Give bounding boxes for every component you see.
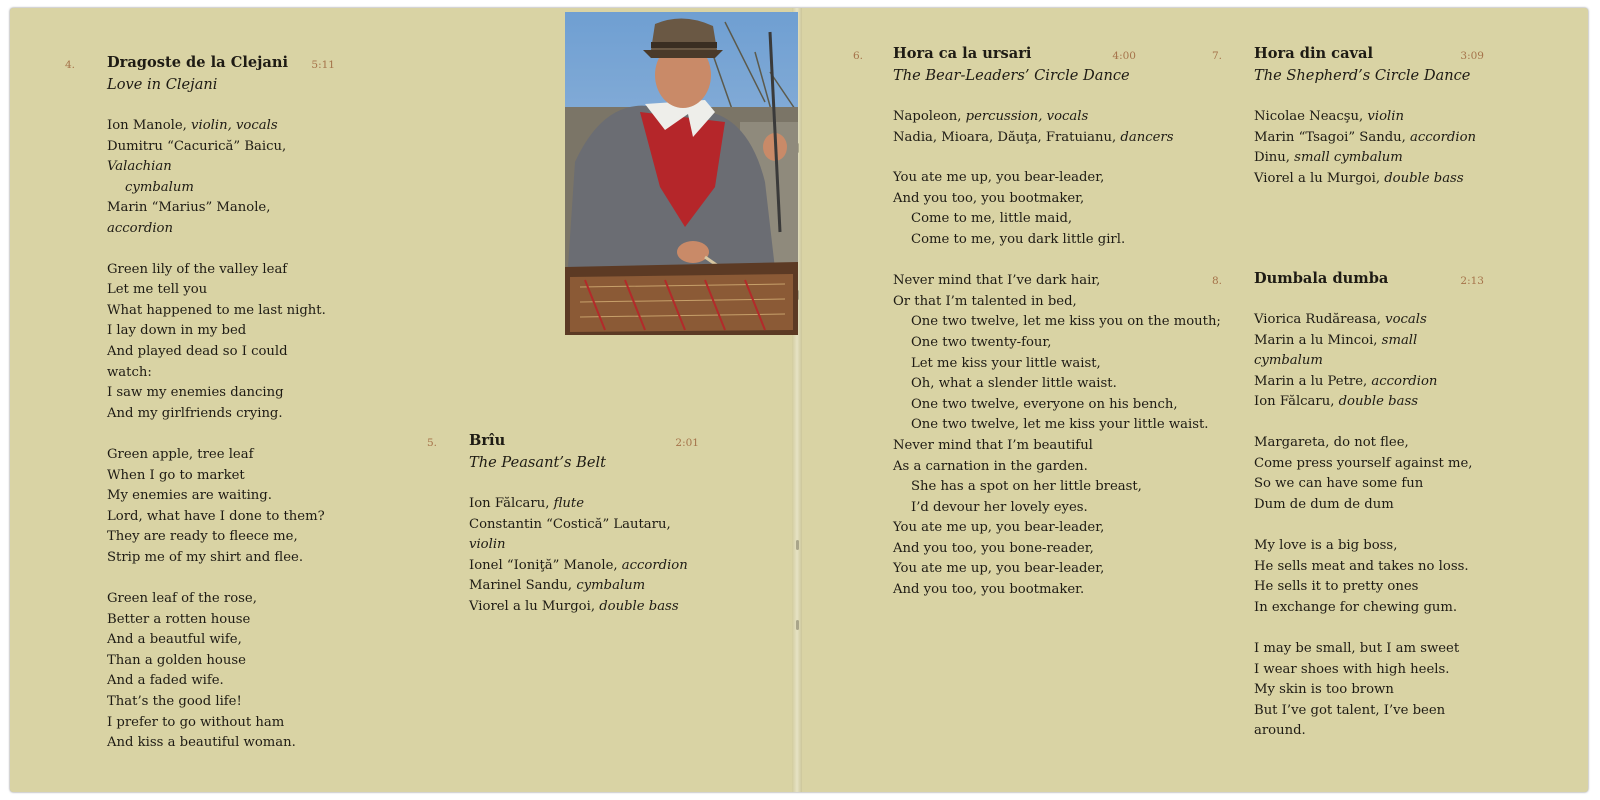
musician-photo	[565, 12, 798, 335]
lyric-line: And you too, you bone-reader,	[893, 540, 1094, 556]
lyric-line: One two twelve, let me kiss you on the mouth;	[911, 314, 1221, 330]
musician-name: Marin a lu Mincoi,	[1254, 332, 1382, 348]
musician-name: Constantin “Costică” Lautaru,	[469, 516, 671, 532]
lyric-line: Green apple, tree leaf	[107, 446, 254, 462]
musician-role: Valachian	[107, 159, 172, 175]
musician-name: Viorel a lu Murgoi,	[1254, 170, 1385, 186]
lyric-line: Than a golden house	[107, 652, 246, 668]
musician-role: double bass	[599, 598, 679, 614]
track-8	[1212, 268, 1484, 762]
lyric-line: Come to me, you dark little girl.	[911, 231, 1126, 247]
credit-line	[469, 576, 699, 597]
lyric-line: Lord, what have I done to them?	[107, 508, 325, 524]
stanza	[107, 589, 335, 754]
musician-role: violin, vocals	[191, 118, 278, 133]
lyric-line: I saw my enemies dancing	[107, 385, 284, 401]
track-7	[1212, 43, 1484, 189]
track-duration: 5:11	[311, 59, 335, 71]
credit-line	[1254, 169, 1484, 190]
musician-name: Marin “Tsagoi” Sandu,	[1254, 129, 1411, 145]
lyric-line: They are ready to fleece me,	[107, 529, 298, 545]
lyric-line: My enemies are waiting.	[107, 488, 272, 504]
stanza	[107, 445, 335, 569]
lyric-line: My love is a big boss,	[1254, 537, 1398, 553]
track-6	[853, 43, 1221, 621]
lyric-line: And played dead so I could watch:	[107, 343, 288, 380]
lyric-line: And you too, you bootmaker.	[893, 582, 1085, 598]
lyric-line: Better a rotten house	[107, 611, 251, 627]
lyric-line: One two twelve, let me kiss your little waist.	[911, 417, 1209, 433]
lyric-line: And you too, you bootmaker,	[893, 190, 1085, 206]
musician-name: Ion Manole,	[107, 118, 192, 133]
musician-name: Dinu,	[1254, 150, 1295, 166]
musician-role: flute	[553, 496, 585, 511]
musician-role: double bass	[1384, 170, 1464, 186]
lyric-line: You ate me up, you bear-leader,	[893, 561, 1105, 577]
musician-role: violin	[469, 537, 506, 553]
track-duration: 3:09	[1460, 50, 1484, 62]
lyric-line: Let me kiss your little waist,	[911, 355, 1101, 371]
lyric-line: Come press yourself against me,	[1254, 455, 1473, 471]
lyric-line: One two twelve, everyone on his bench,	[911, 396, 1178, 412]
lyric-line: Or that I’m talented in bed,	[893, 293, 1077, 309]
track-4	[65, 52, 335, 774]
musician-name: Nicolae Neacşu,	[1254, 109, 1368, 124]
credit-line	[1254, 331, 1484, 372]
lyric-line: Come to me, little maid,	[911, 211, 1073, 227]
lyric-line: I may be small, but I am sweet	[1254, 640, 1460, 656]
track-subtitle: The Shepherd’s Circle Dance	[1254, 67, 1471, 84]
musician-role: percussion, vocals	[965, 109, 1089, 124]
musician-role: cymbalum	[576, 578, 646, 594]
credits-list	[1254, 107, 1484, 189]
musician-role: accordion	[1410, 129, 1477, 145]
credit-line	[469, 597, 699, 618]
musician-name: Nadia, Mioara, Dăuţa, Fratuianu,	[893, 129, 1121, 145]
lyric-line: Strip me of my shirt and flee.	[107, 549, 304, 565]
credit-line	[893, 107, 1221, 128]
musician-role: small cymbalum	[1294, 150, 1403, 166]
credit-line	[1254, 372, 1484, 393]
musician-name: Marinel Sandu,	[469, 578, 577, 594]
track-number: 5.	[427, 437, 438, 449]
lyric-line: He sells it to pretty ones	[1254, 579, 1419, 595]
musician-name: Dumitru “Cacurică” Baicu,	[107, 138, 287, 154]
musician-role: small cymbalum	[1254, 332, 1418, 369]
lyric-line: And kiss a beautiful woman.	[107, 735, 296, 751]
credit-line	[1254, 392, 1484, 413]
lyric-line: And a beautful wife,	[107, 632, 242, 648]
lyric-line: I prefer to go without ham	[107, 714, 285, 730]
musician-role: cymbalum	[125, 179, 194, 195]
musician-role: accordion	[1371, 373, 1438, 389]
lyric-line: Never mind that I’ve dark hair,	[893, 273, 1101, 289]
track-subtitle: Love in Clejani	[107, 76, 218, 93]
lyrics	[107, 260, 335, 754]
track-duration: 2:01	[675, 437, 699, 449]
credits-list	[469, 494, 699, 618]
track-subtitle: The Peasant’s Belt	[469, 454, 607, 471]
credit-line	[1254, 310, 1484, 331]
lyric-line: When I go to market	[107, 467, 245, 483]
musician-role: double bass	[1338, 394, 1418, 410]
staple	[796, 540, 799, 550]
credit-line	[469, 556, 699, 577]
lyric-line: Green leaf of the rose,	[107, 591, 257, 607]
stanza	[893, 271, 1221, 601]
lyrics	[893, 168, 1221, 600]
lyric-line: I’d devour her lovely eyes.	[911, 499, 1088, 515]
track-title: Hora din caval	[1254, 45, 1374, 62]
track-number: 6.	[853, 50, 864, 62]
lyric-line: As a carnation in the garden.	[893, 458, 1088, 474]
lyric-line: And my girlfriends crying.	[107, 405, 283, 421]
lyric-line: My skin is too brown	[1254, 682, 1394, 698]
track-subtitle: The Bear-Leaders’ Circle Dance	[893, 67, 1130, 84]
lyric-line: Green lily of the valley leaf	[107, 261, 288, 277]
track-number: 8.	[1212, 275, 1223, 287]
credit-line	[1254, 148, 1484, 169]
credits-list	[893, 107, 1221, 148]
musician-role: accordion	[621, 557, 688, 573]
stanza	[107, 260, 335, 425]
credit-line	[107, 137, 335, 178]
stanza	[1254, 433, 1484, 515]
credit-line	[107, 178, 335, 199]
stanza	[1254, 536, 1484, 618]
track-title: Dragoste de la Clejani	[107, 54, 289, 71]
lyric-line: So we can have some fun	[1254, 476, 1424, 492]
track-title: Dumbala dumba	[1254, 270, 1389, 287]
track-duration: 4:00	[1112, 50, 1136, 62]
musician-name: Ionel “Ioniţă” Manole,	[469, 557, 622, 573]
lyric-line: Oh, what a slender little waist.	[911, 376, 1117, 392]
track-duration: 2:13	[1460, 275, 1484, 287]
musician-name: Ion Fălcaru,	[469, 496, 554, 511]
musician-name: Marin “Marius” Manole,	[107, 200, 271, 216]
credits-list	[1254, 310, 1484, 413]
musician-role: vocals	[1385, 312, 1427, 327]
credit-line	[469, 494, 699, 515]
credit-line	[107, 116, 335, 137]
credits-list	[107, 116, 335, 240]
lyric-line: One two twenty-four,	[911, 334, 1052, 350]
credit-line	[1254, 128, 1484, 149]
lyric-line: I lay down in my bed	[107, 323, 247, 339]
credit-line	[1254, 107, 1484, 128]
musician-name: Viorica Rudăreasa,	[1254, 312, 1386, 327]
musician-role: dancers	[1120, 129, 1174, 145]
credit-line	[107, 198, 335, 239]
track-title: Hora ca la ursari	[893, 45, 1032, 62]
lyric-line: He sells meat and takes no loss.	[1254, 558, 1469, 574]
stanza	[1254, 639, 1484, 742]
track-number: 7.	[1212, 50, 1223, 62]
musician-name: Viorel a lu Murgoi,	[469, 598, 600, 614]
lyric-line: She has a spot on her little breast,	[911, 479, 1142, 495]
musician-name: Marin a lu Petre,	[1254, 373, 1372, 389]
lyric-line: What happened to me last night.	[107, 302, 326, 318]
lyric-line: Margareta, do not flee,	[1254, 434, 1409, 450]
lyric-line: But I’ve got talent, I’ve been around.	[1254, 702, 1446, 739]
lyric-line: That’s the good life!	[107, 694, 242, 710]
musician-name: Ion Fălcaru,	[1254, 394, 1339, 410]
musician-name: Napoleon,	[893, 109, 966, 124]
track-number: 4.	[65, 59, 76, 71]
lyric-line: You ate me up, you bear-leader,	[893, 520, 1105, 536]
lyric-line: Dum de dum de dum	[1254, 496, 1394, 512]
lyric-line: And a faded wife.	[107, 673, 224, 689]
lyric-line: In exchange for chewing gum.	[1254, 599, 1458, 615]
staple	[796, 620, 799, 630]
lyric-line: You ate me up, you bear-leader,	[893, 170, 1105, 186]
stanza	[893, 168, 1221, 250]
track-5	[427, 430, 699, 618]
lyric-line: Let me tell you	[107, 282, 208, 298]
credit-line	[893, 128, 1221, 149]
musician-role: violin	[1367, 109, 1404, 124]
lyric-line: Never mind that I’m beautiful	[893, 437, 1093, 453]
credit-line	[469, 515, 699, 556]
lyric-line: I wear shoes with high heels.	[1254, 661, 1450, 677]
musician-role: accordion	[107, 220, 173, 236]
lyrics	[1254, 433, 1484, 742]
track-title: Brîu	[469, 432, 506, 449]
